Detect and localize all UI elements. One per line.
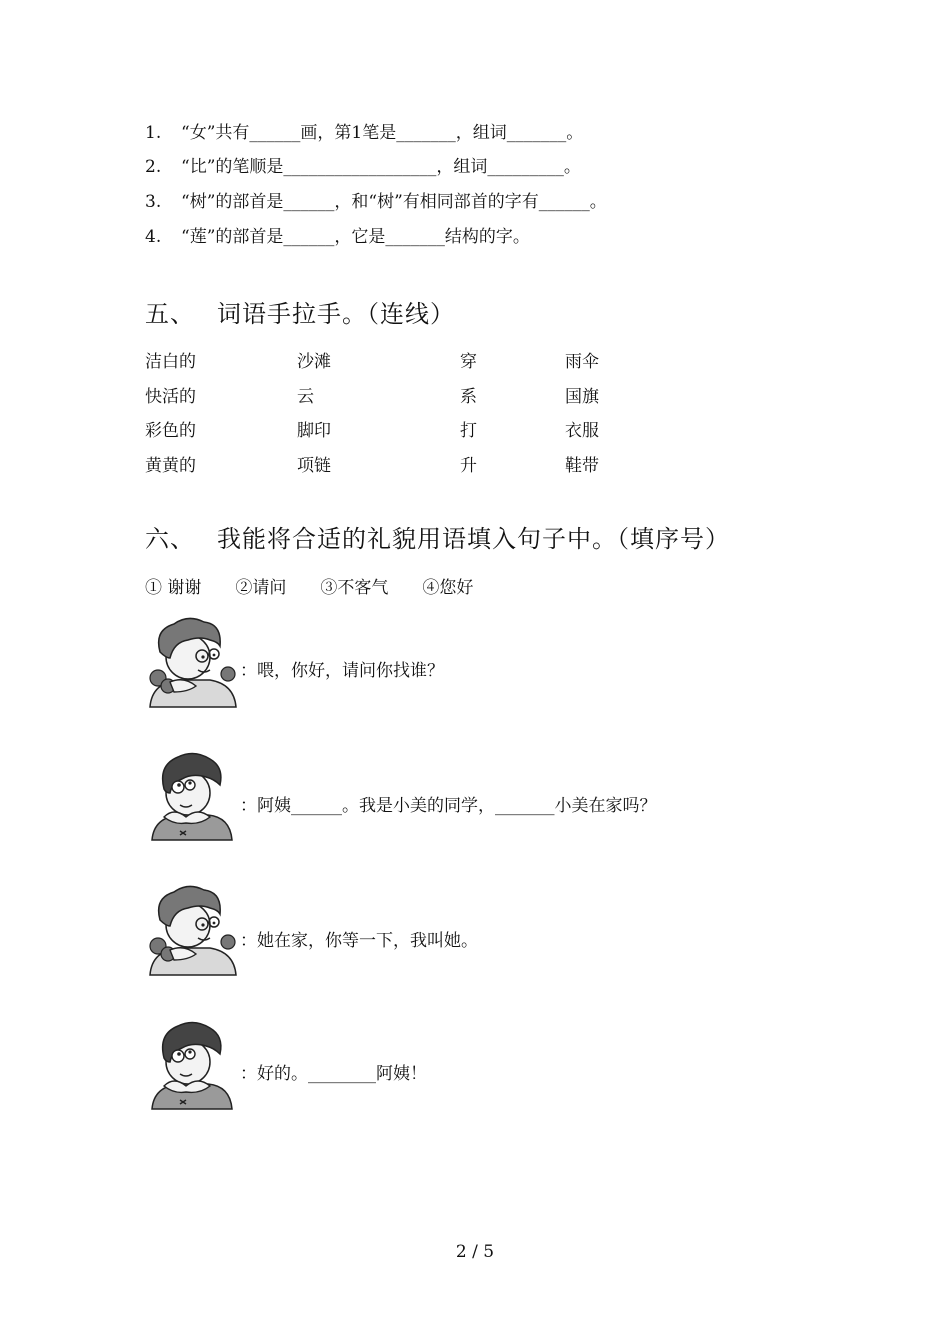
option-3: ③不客气 bbox=[320, 578, 389, 598]
question-number: 1. bbox=[145, 123, 162, 143]
section-heading: 我能将合适的礼貌用语填入句子中。（填序号） bbox=[217, 525, 730, 553]
section6-title bbox=[145, 519, 730, 554]
word-col4-3: 鞋带 bbox=[565, 456, 599, 476]
options-list bbox=[145, 573, 507, 598]
word-col3-1: 系 bbox=[460, 387, 477, 407]
girl-avatar-icon bbox=[140, 880, 240, 980]
word-col4-1: 国旗 bbox=[565, 387, 599, 407]
word-col3-0: 穿 bbox=[460, 352, 477, 372]
question-number: 4. bbox=[145, 227, 162, 247]
section-number: 六、 bbox=[145, 525, 195, 553]
word-col4-0: 雨伞 bbox=[565, 352, 599, 372]
section-heading: 词语手拉手。（连线） bbox=[217, 300, 455, 328]
page-number: 2 / 5 bbox=[455, 1242, 495, 1262]
question-number: 2. bbox=[145, 157, 162, 177]
question-number: 3. bbox=[145, 192, 162, 212]
word-col2-0: 沙滩 bbox=[297, 352, 331, 372]
section5-title bbox=[145, 294, 455, 329]
word-col1-3: 黄黄的 bbox=[145, 456, 196, 476]
word-col4-2: 衣服 bbox=[565, 421, 599, 441]
word-col1-2: 彩色的 bbox=[145, 421, 196, 441]
option-2: ②请问 bbox=[235, 578, 287, 598]
boy-avatar-icon bbox=[140, 1014, 240, 1114]
word-col1-0: 洁白的 bbox=[145, 352, 196, 372]
option-4: ④您好 bbox=[422, 578, 474, 598]
word-col1-1: 快活的 bbox=[145, 387, 196, 407]
question-3 bbox=[145, 191, 607, 213]
word-col2-2: 脚印 bbox=[297, 421, 331, 441]
question-4 bbox=[145, 226, 530, 248]
word-col3-2: 打 bbox=[460, 421, 477, 441]
word-col3-3: 升 bbox=[460, 456, 477, 476]
boy-avatar-icon bbox=[140, 745, 240, 845]
question-text: “莲”的部首是______，它是_______结构的字。 bbox=[181, 227, 530, 247]
dialog-line-3: ：她在家，你等一下，我叫她。 bbox=[240, 931, 478, 951]
girl-avatar-icon bbox=[140, 612, 240, 712]
section-number: 五、 bbox=[145, 300, 195, 328]
question-text: “树”的部首是______，和“树”有相同部首的字有______。 bbox=[181, 192, 607, 212]
question-text: “比”的笔顺是__________________，组词_________。 bbox=[181, 157, 581, 177]
dialog-line-2: ：阿姨______。我是小美的同学，_______小美在家吗？ bbox=[240, 796, 657, 816]
option-1: ① 谢谢 bbox=[145, 578, 202, 598]
dialog-line-1: ：喂，你好，请问你找谁？ bbox=[240, 661, 444, 681]
word-col2-3: 项链 bbox=[297, 456, 331, 476]
question-1 bbox=[145, 122, 583, 144]
question-text: “女”共有______画，第1笔是_______，组词_______。 bbox=[181, 123, 584, 143]
word-col2-1: 云 bbox=[297, 387, 314, 407]
question-2 bbox=[145, 156, 581, 178]
dialog-line-4: ：好的。________阿姨！ bbox=[240, 1064, 427, 1084]
